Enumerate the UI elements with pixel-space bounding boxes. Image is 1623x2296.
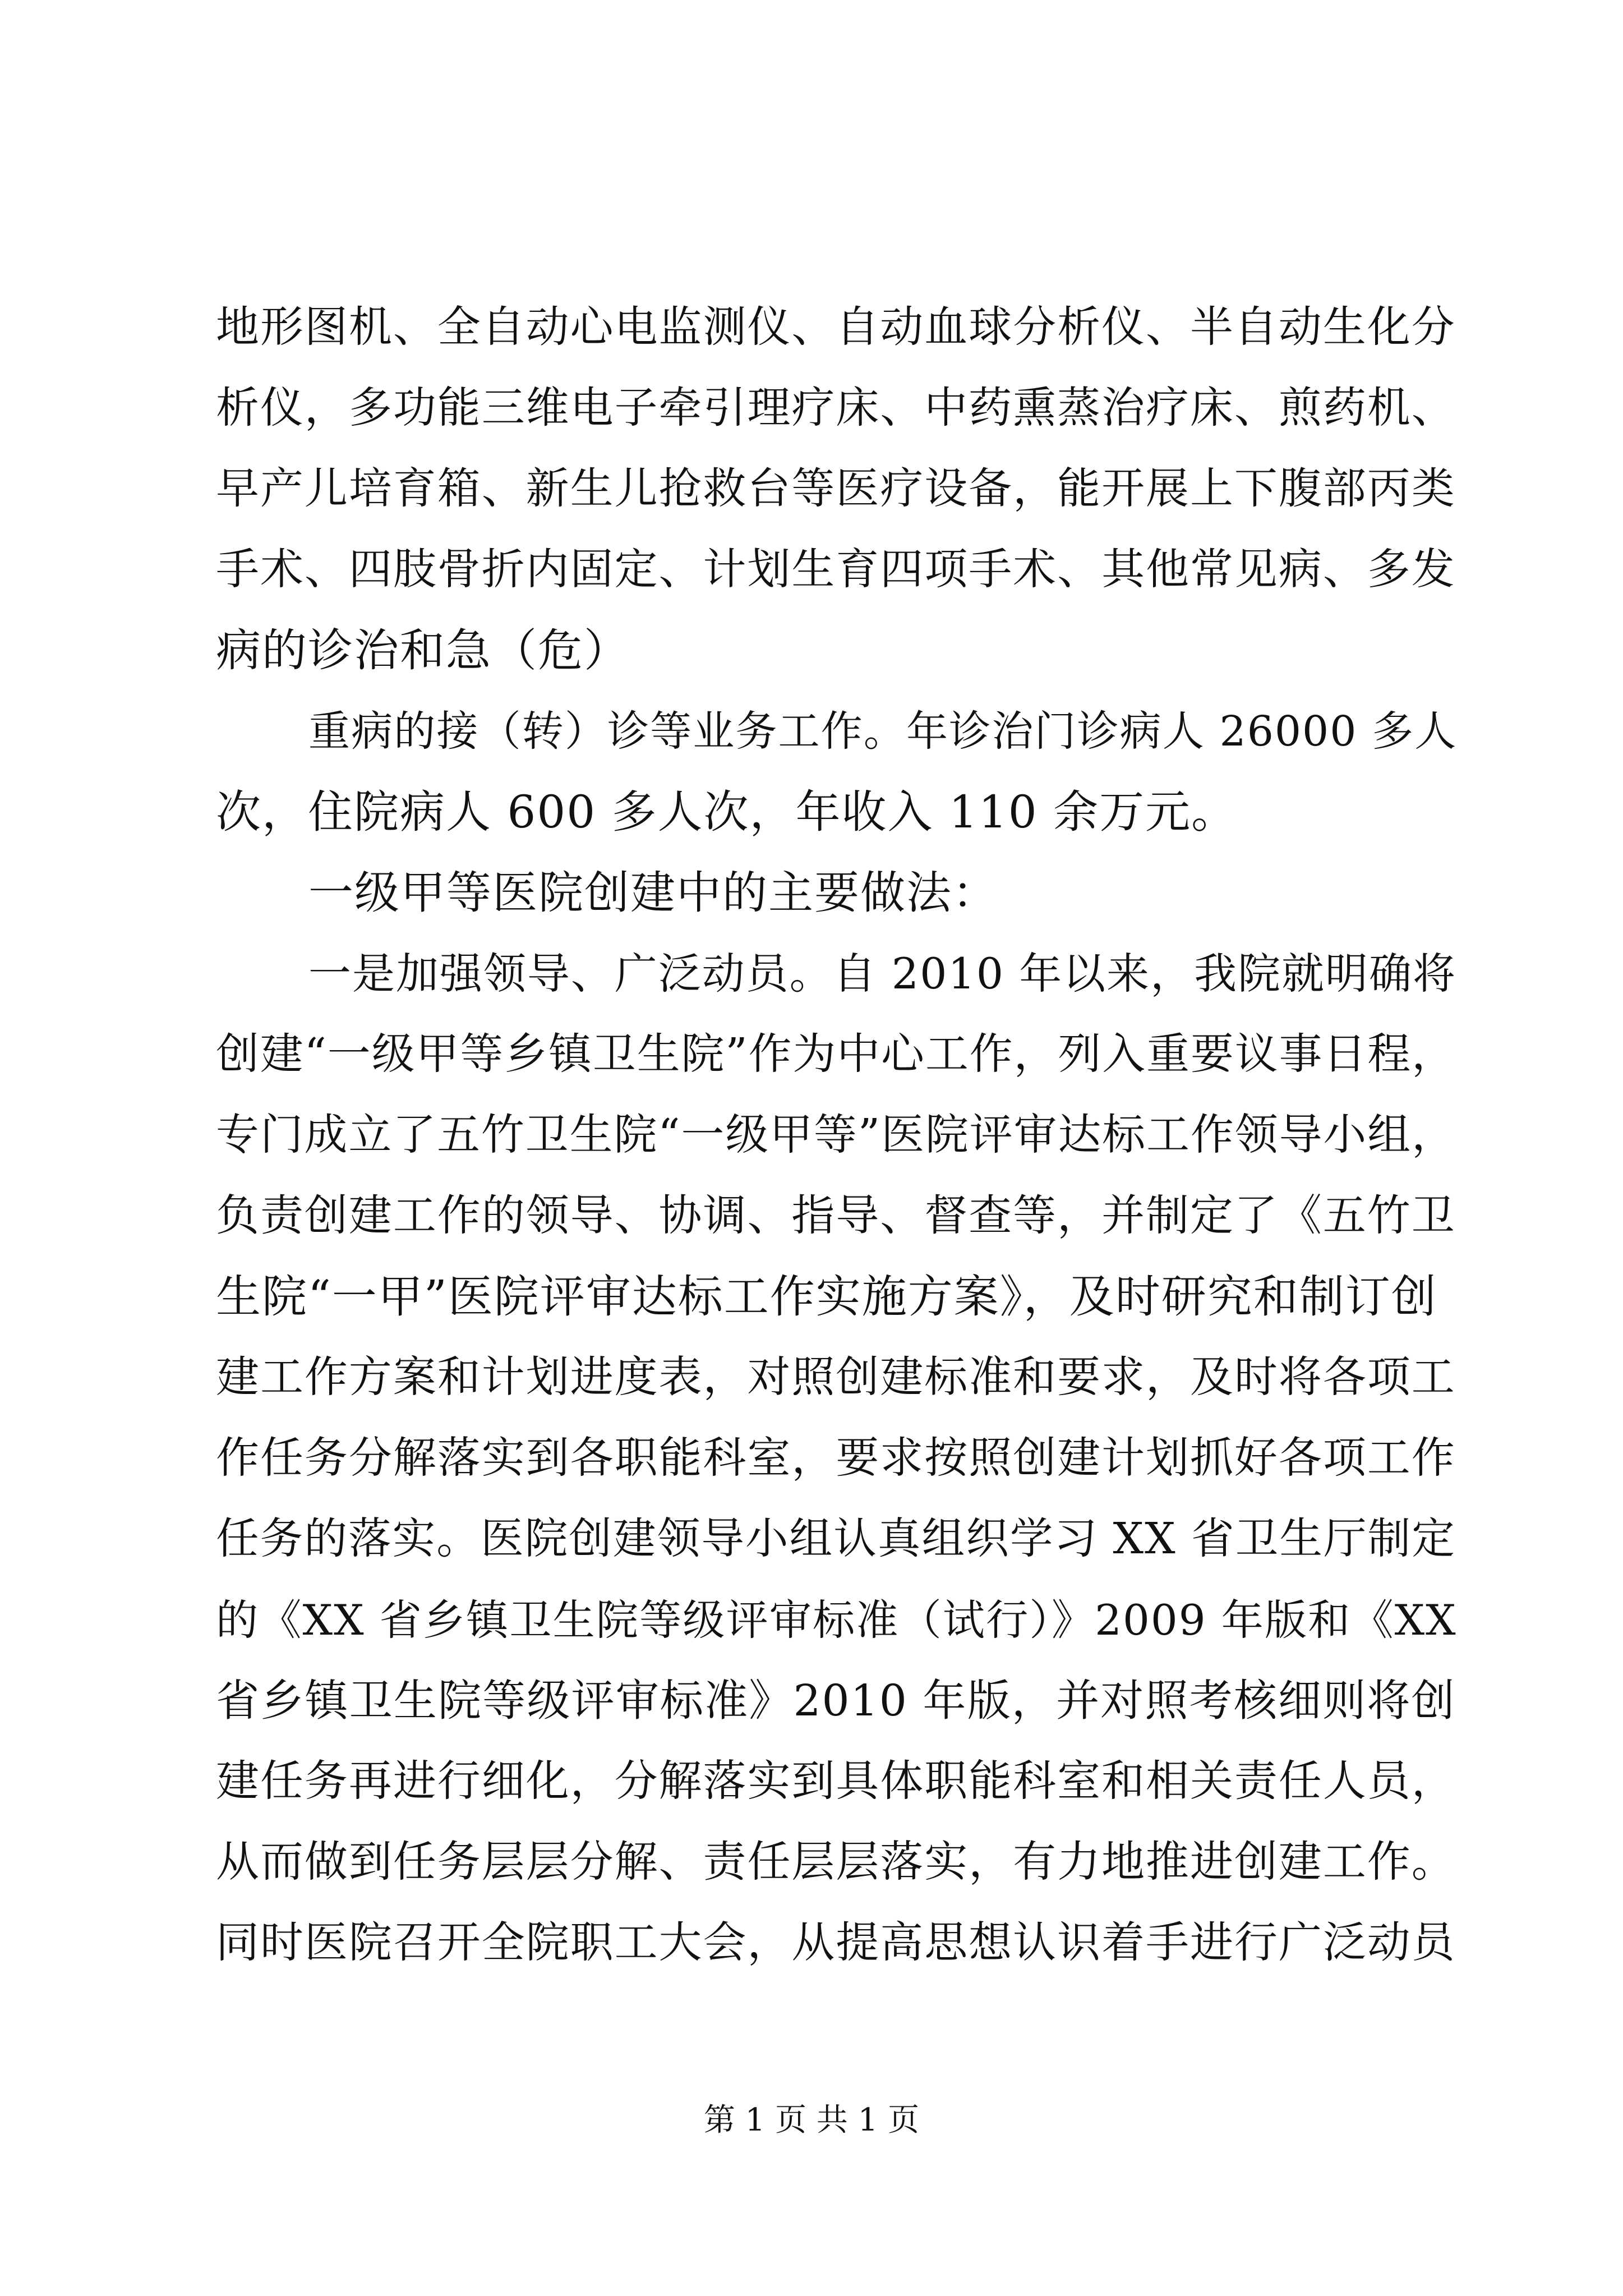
text-line: 建任务再进行细化，分解落实到具体职能科室和相关责任人员，: [216, 1756, 1456, 1806]
text-line: 省乡镇卫生院等级评审标准》2010 年版，并对照考核细则将创: [216, 1676, 1456, 1726]
text-line: 专门成立了五竹卫生院“一级甲等”医院评审达标工作领导小组，: [216, 1110, 1456, 1160]
text-line: 负责创建工作的领导、协调、指导、督查等，并制定了《五竹卫: [216, 1191, 1456, 1241]
text-line: 析仪，多功能三维电子牵引理疗床、中药熏蒸治疗床、煎药机、: [216, 383, 1456, 433]
text-line: 建工作方案和计划进度表，对照创建标准和要求，及时将各项工: [216, 1352, 1456, 1402]
text-line: 创建“一级甲等乡镇卫生院”作为中心工作，列入重要议事日程，: [216, 1029, 1456, 1079]
text-line: 重病的接（转）诊等业务工作。年诊治门诊病人 26000 多人: [308, 707, 1458, 756]
text-line: 同时医院召开全院职工大会，从提高思想认识着手进行广泛动员: [216, 1918, 1456, 1968]
text-line: 地形图机、全自动心电监测仪、自动血球分析仪、半自动生化分: [216, 302, 1456, 352]
text-line: 任务的落实。医院创建领导小组认真组织学习 XX 省卫生厅制定: [216, 1514, 1456, 1564]
text-line: 的《XX 省乡镇卫生院等级评审标准（试行）》2009 年版和《XX: [216, 1595, 1457, 1645]
text-line: 一是加强领导、广泛动员。自 2010 年以来，我院就明确将: [308, 949, 1456, 999]
page-footer: 第 1 页 共 1 页: [703, 2102, 920, 2138]
text-line: 生院“一甲”医院评审达标工作实施方案》，及时研究和制订创: [216, 1271, 1437, 1323]
text-line: 早产儿培育箱、新生儿抢救台等医疗设备，能开展上下腹部丙类: [216, 464, 1456, 514]
text-line: 作任务分解落实到各职能科室，要求按照创建计划抓好各项工作: [216, 1433, 1456, 1483]
text-line: 手术、四肢骨折内固定、计划生育四项手术、其他常见病、多发: [216, 545, 1456, 595]
text-line: 次，住院病人 600 多人次，年收入 110 余万元。: [216, 786, 1238, 838]
text-line: 一级甲等医院创建中的主要做法：: [308, 867, 998, 919]
text-line: 从而做到任务层层分解、责任层层落实，有力地推进创建工作。: [216, 1837, 1456, 1887]
text-line: 病的诊治和急（危）: [216, 624, 630, 677]
